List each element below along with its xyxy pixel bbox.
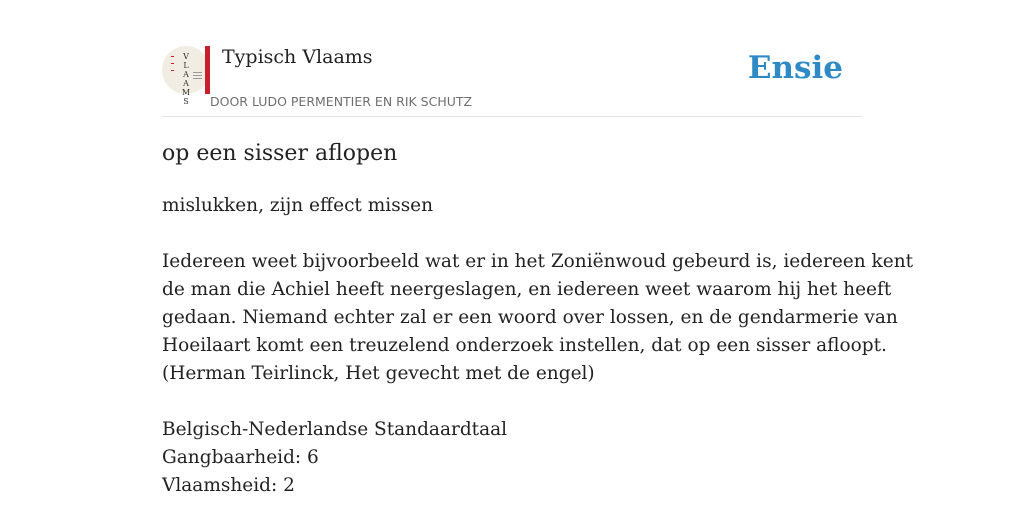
logo-stripe xyxy=(205,46,210,94)
logo-mark xyxy=(171,70,174,71)
book-authors: DOOR LUDO PERMENTIER EN RIK SCHUTZ xyxy=(210,94,473,109)
language-label: Belgisch-Nederlandse Standaardtaal xyxy=(162,419,508,440)
book-cover-logo[interactable] xyxy=(162,46,210,106)
example-line: Iedereen weet bijvoorbeeld wat er in het Zoniënwoud gebeurd is, iedereen kent xyxy=(162,251,914,272)
book-title-link[interactable]: Typisch Vlaams xyxy=(222,46,373,68)
book-header xyxy=(162,44,862,117)
example-source: (Herman Teirlinck, Het gevecht met de engel) xyxy=(162,363,595,384)
logo-mark xyxy=(193,75,202,76)
vlaamsheid-label: Vlaamsheid: 2 xyxy=(162,475,295,496)
entry-example xyxy=(162,248,914,388)
ensie-logo-link[interactable]: Ensie xyxy=(747,50,843,86)
entry-definition: mislukken, zijn effect missen xyxy=(162,195,434,216)
example-line: de man die Achiel heeft neergeslagen, en iedereen weet waarom hij het heeft xyxy=(162,279,892,300)
example-line: Hoeilaart komt een treuzelend onderzoek instellen, dat op een sisser afloopt. xyxy=(162,335,887,356)
entry-meta xyxy=(162,416,862,500)
gangbaarheid-label: Gangbaarheid: 6 xyxy=(162,447,319,468)
logo-mark xyxy=(171,56,174,57)
entry-headword: op een sisser aflopen xyxy=(162,141,398,166)
logo-mark xyxy=(193,72,202,73)
example-line: gedaan. Niemand echter zal er een woord over lossen, en de gendarmerie van xyxy=(162,307,898,328)
logo-mark xyxy=(193,78,202,79)
logo-lettering: V L A A M S xyxy=(181,52,191,106)
logo-mark xyxy=(171,63,174,64)
entry-content xyxy=(162,138,914,500)
